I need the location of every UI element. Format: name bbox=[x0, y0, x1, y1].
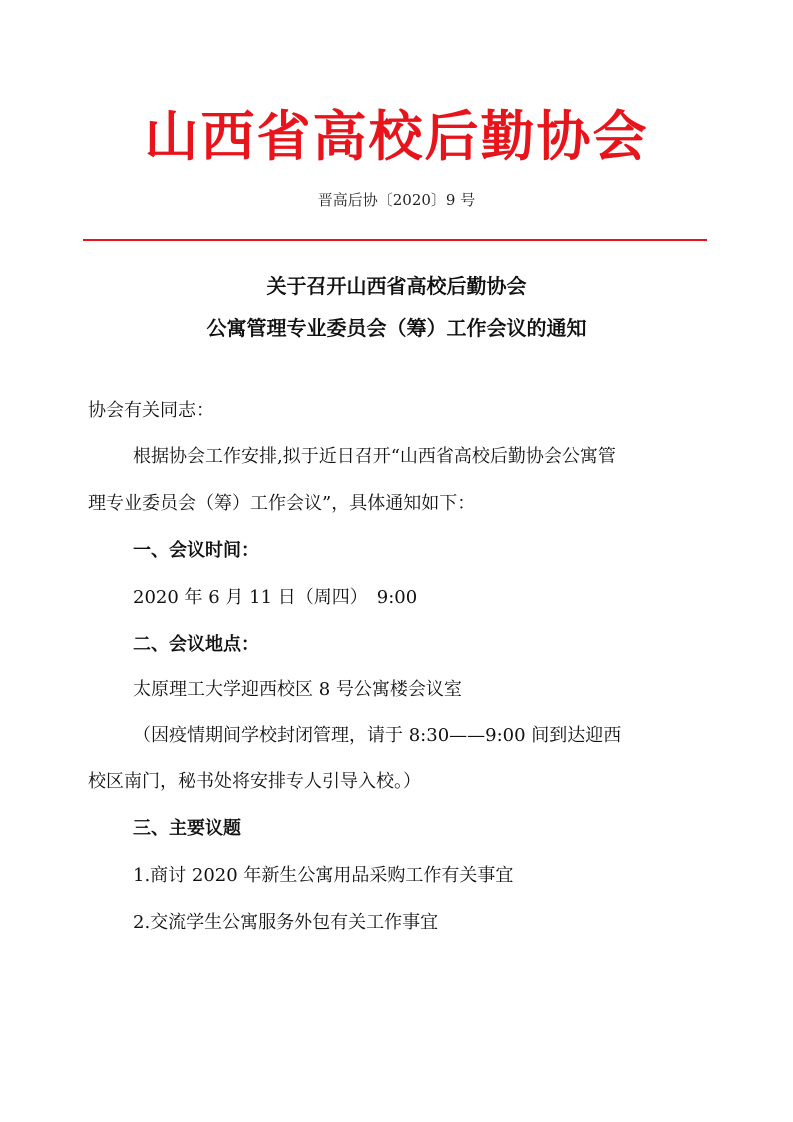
notice-title-line-1: 关于召开山西省高校后勤协会 bbox=[266, 274, 527, 298]
section-heading-venue: 二、会议地点： bbox=[133, 634, 259, 655]
document-number: 晋高后协〔2020〕9 号 bbox=[317, 191, 476, 209]
meeting-venue: 太原理工大学迎西校区 8 号公寓楼会议室 bbox=[133, 679, 462, 700]
topic-item-1: 1.商讨 2020 年新生公寓用品采购工作有关事宜 bbox=[133, 865, 514, 886]
salutation: 协会有关同志： bbox=[88, 400, 214, 421]
intro-paragraph-line-2: 理专业委员会（筹）工作会议”，具体通知如下： bbox=[88, 493, 476, 514]
notice-title-line-2: 公寓管理专业委员会（筹）工作会议的通知 bbox=[206, 316, 587, 340]
meeting-time: 2020 年 6 月 11 日（周四） 9:00 bbox=[133, 587, 418, 608]
organization-title: 山西省高校后勤协会 bbox=[144, 105, 649, 168]
intro-paragraph-line-1: 根据协会工作安排,拟于近日召开“山西省高校后勤协会公寓管 bbox=[133, 446, 616, 467]
red-divider-line bbox=[83, 239, 707, 241]
section-heading-time: 一、会议时间： bbox=[133, 540, 259, 561]
topic-item-2: 2.交流学生公寓服务外包有关工作事宜 bbox=[133, 912, 439, 933]
venue-note-line-1: （因疫情期间学校封闭管理，请于 8:30——9:00 间到达迎西 bbox=[133, 725, 622, 746]
venue-note-line-2: 校区南门，秘书处将安排专人引导入校。） bbox=[88, 771, 421, 792]
section-heading-topics: 三、主要议题 bbox=[133, 818, 241, 839]
